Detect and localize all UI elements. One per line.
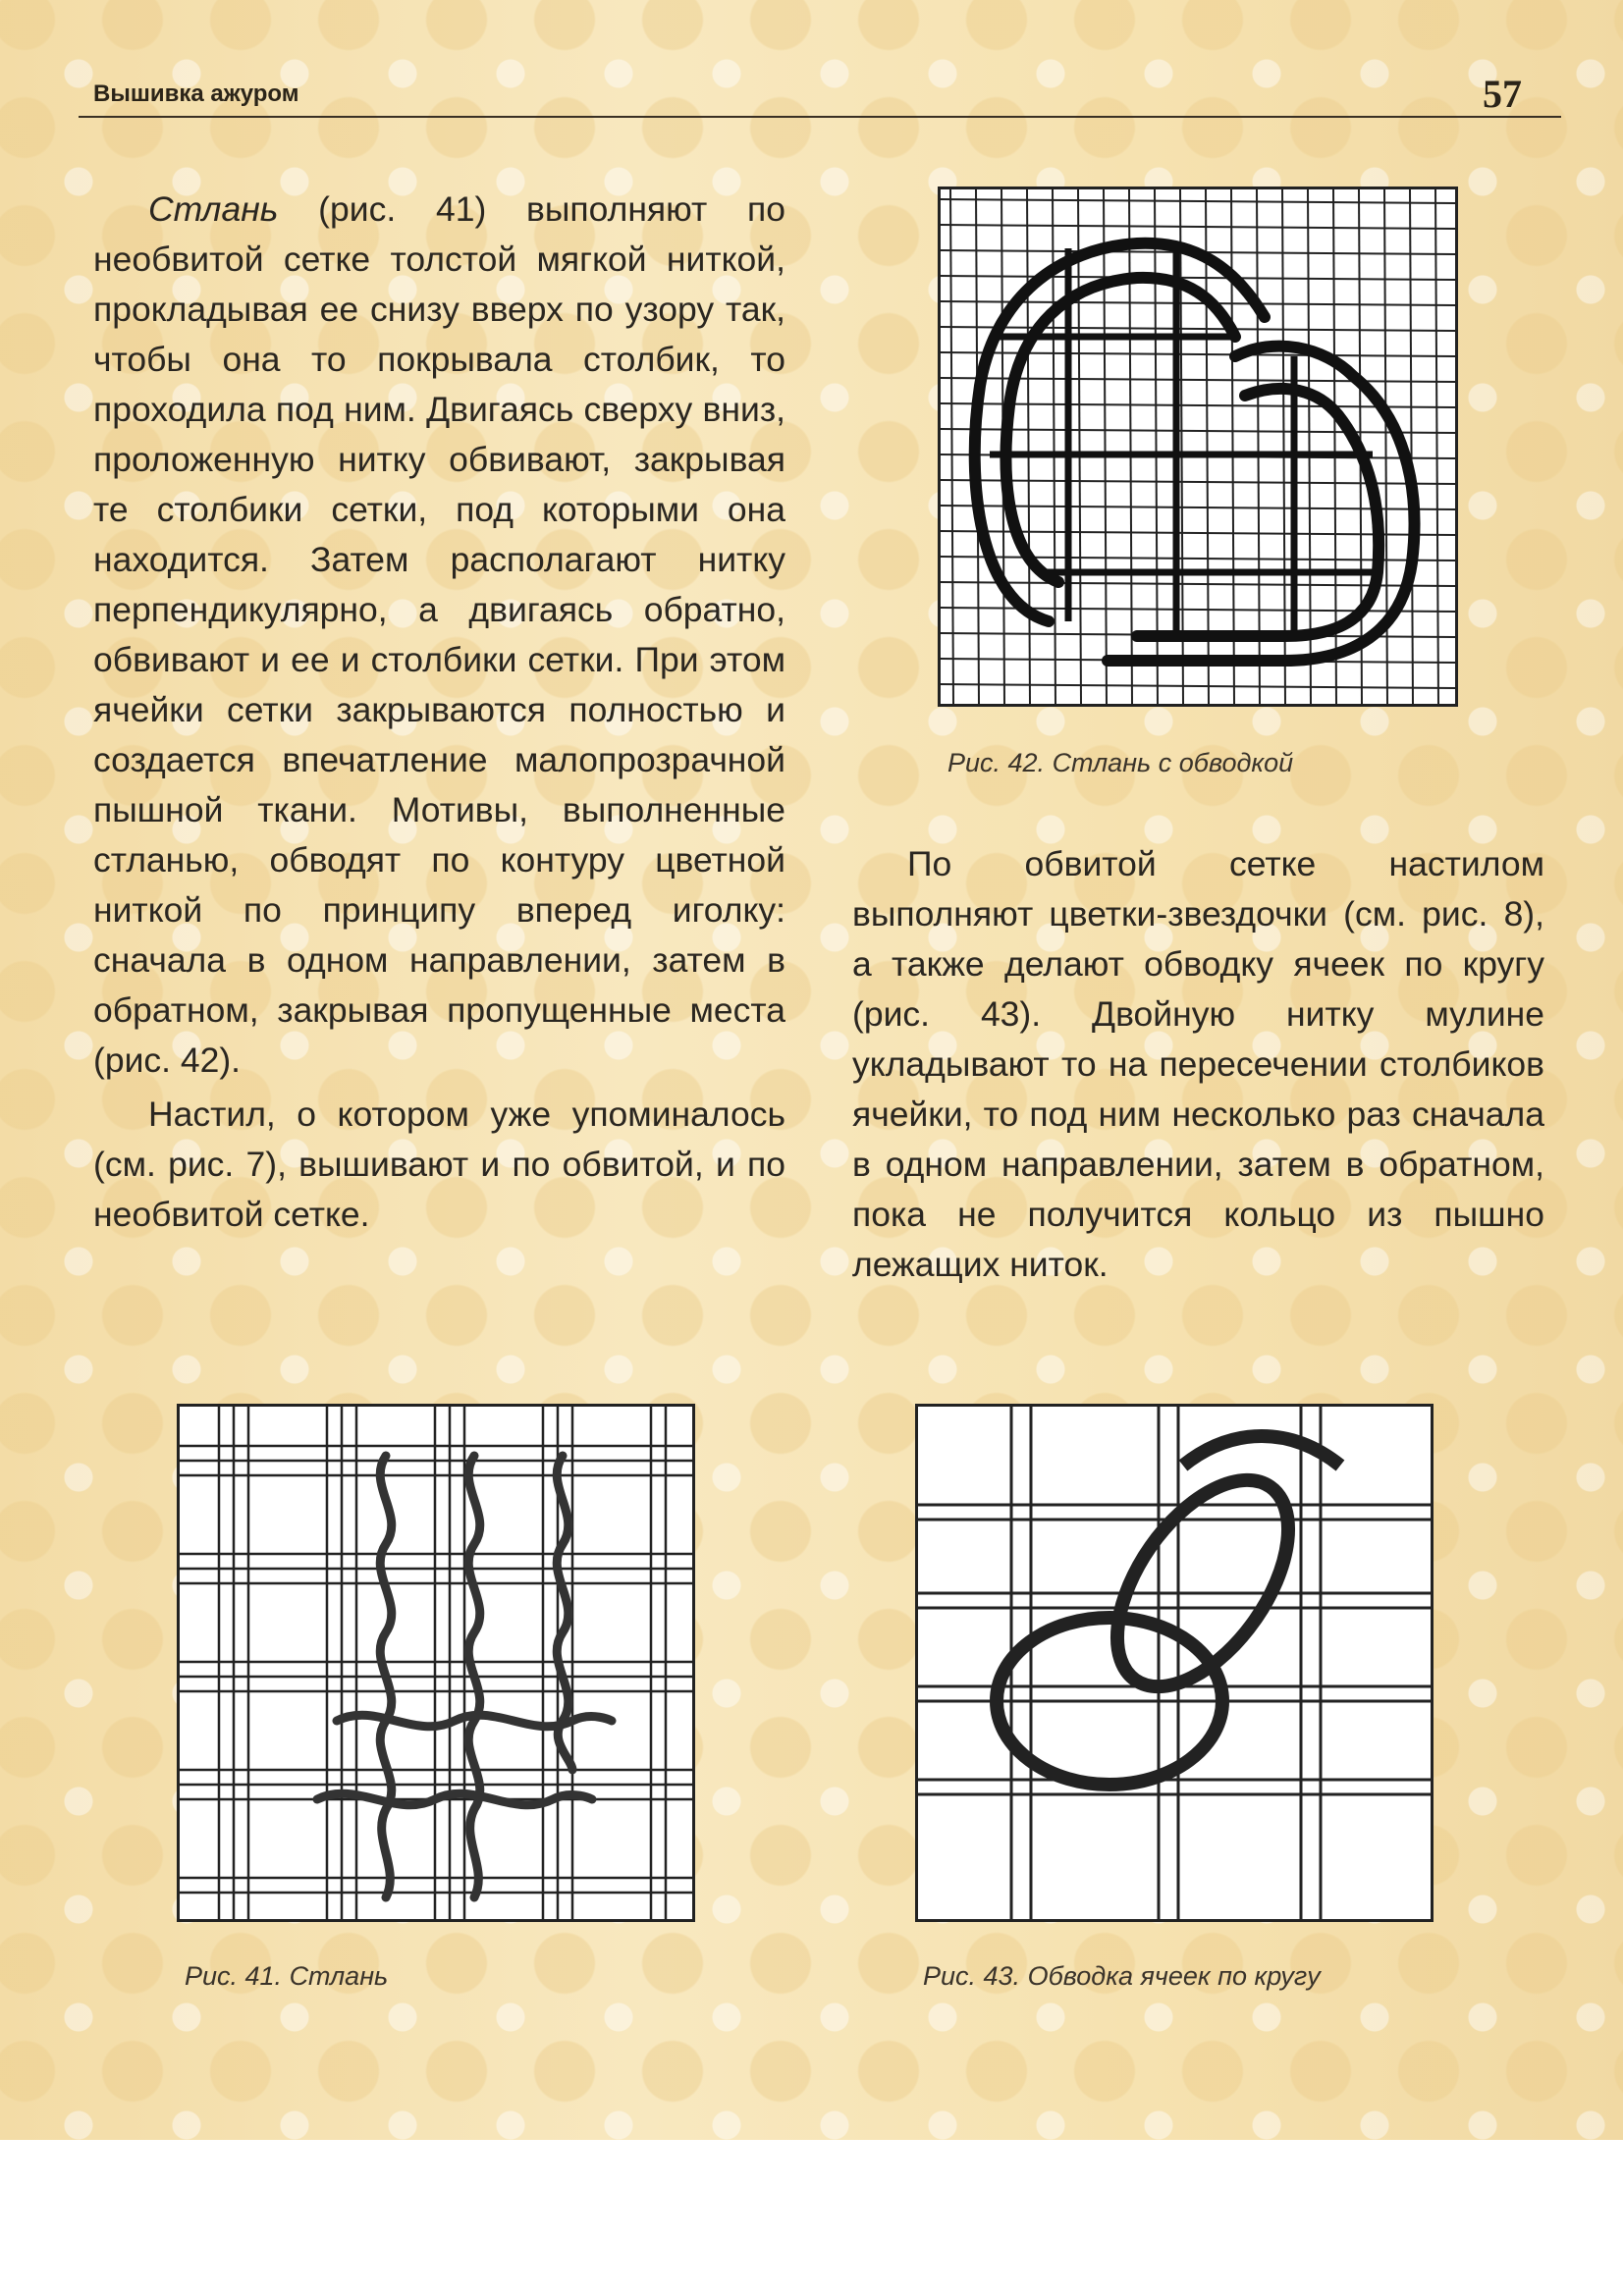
paragraph-stlan-text: (рис. 41) выполняют по необвитой сетке толстой мягкой ниткой, прокладывая ее снизу вверх по узору так, чтобы она то покрывала столбик, то проходила под ним. Двигаясь сверху вниз, проложенную нитку обвивают, закрывая те столбики сетки, под которыми она находится. Затем располагают нитку перпендикулярно, а двигаясь обратно, обвивают и ее и столбики сетки. При этом ячейки сетки закрываются полностью и создается впечатление малопрозрачной пышной ткани. Мотивы, выполненные стланью, обводят по контуру цветной ниткой по принципу вперед иголку: сначала в одном направлении, затем в обратном, закрывая пропущенные места (рис. 42). — [93, 189, 785, 1080]
figure-41-drawing — [180, 1407, 692, 1919]
grid-line-v — [1078, 189, 1081, 704]
page-number: 57 — [1483, 72, 1522, 116]
header-rule — [79, 116, 1561, 118]
grid-line-v — [1027, 189, 1030, 704]
figure-41-caption: Рис. 41. Стлань — [185, 1961, 389, 1991]
grid-line-v — [950, 189, 953, 704]
figure-42-drawing — [941, 189, 1455, 704]
grid-line-h — [941, 429, 1455, 433]
term-stlan: Стлань — [148, 189, 279, 229]
grid-line-h — [941, 327, 1455, 331]
paragraph-stlan — [93, 185, 785, 1086]
grid-line-v — [1282, 189, 1285, 704]
left-text-column — [93, 185, 785, 1240]
grid-line-v — [1410, 189, 1413, 704]
figure-43 — [915, 1404, 1434, 1922]
figure-42 — [938, 187, 1458, 707]
figure-43-drawing — [918, 1407, 1431, 1919]
grid-line-v — [1155, 189, 1158, 704]
running-header-title: Вышивка ажуром — [93, 80, 299, 107]
grid-line-h — [941, 199, 1455, 203]
grid-line-v — [1308, 189, 1311, 704]
grid-line-h — [941, 276, 1455, 280]
figure-42-caption: Рис. 42. Стлань с обводкой — [947, 748, 1294, 777]
grid-line-h — [941, 684, 1455, 688]
grid-line-h — [941, 225, 1455, 229]
paragraph-nastil: Настил, о котором уже упоминалось (см. рис. 7), вышивают и по обвитой, и по необвитой сетке. — [93, 1095, 785, 1234]
figure-43-caption: Рис. 43. Обводка ячеек по кругу — [923, 1961, 1321, 1991]
grid-line-v — [1104, 189, 1107, 704]
grid-line-h — [941, 480, 1455, 484]
figure-41 — [177, 1404, 695, 1922]
grid-line-v — [1129, 189, 1132, 704]
grid-line-v — [1257, 189, 1260, 704]
grid-line-v — [1231, 189, 1234, 704]
paragraph-obvodka: По обвитой сетке настилом выполняют цветки-звездочки (см. рис. 8), а также делают обводку ячеек по кругу (рис. 43). Двойную нитку мулине укладывают то на пересечении столбиков ячейки, то под ним несколько раз сначала в одном направлении, затем в обратном, пока не получится кольцо из пышно лежащих ниток. — [852, 844, 1544, 1284]
grid-line-v — [1206, 189, 1209, 704]
grid-line-v — [1435, 189, 1438, 704]
grid-line-v — [1180, 189, 1183, 704]
right-text-column — [852, 839, 1544, 1290]
